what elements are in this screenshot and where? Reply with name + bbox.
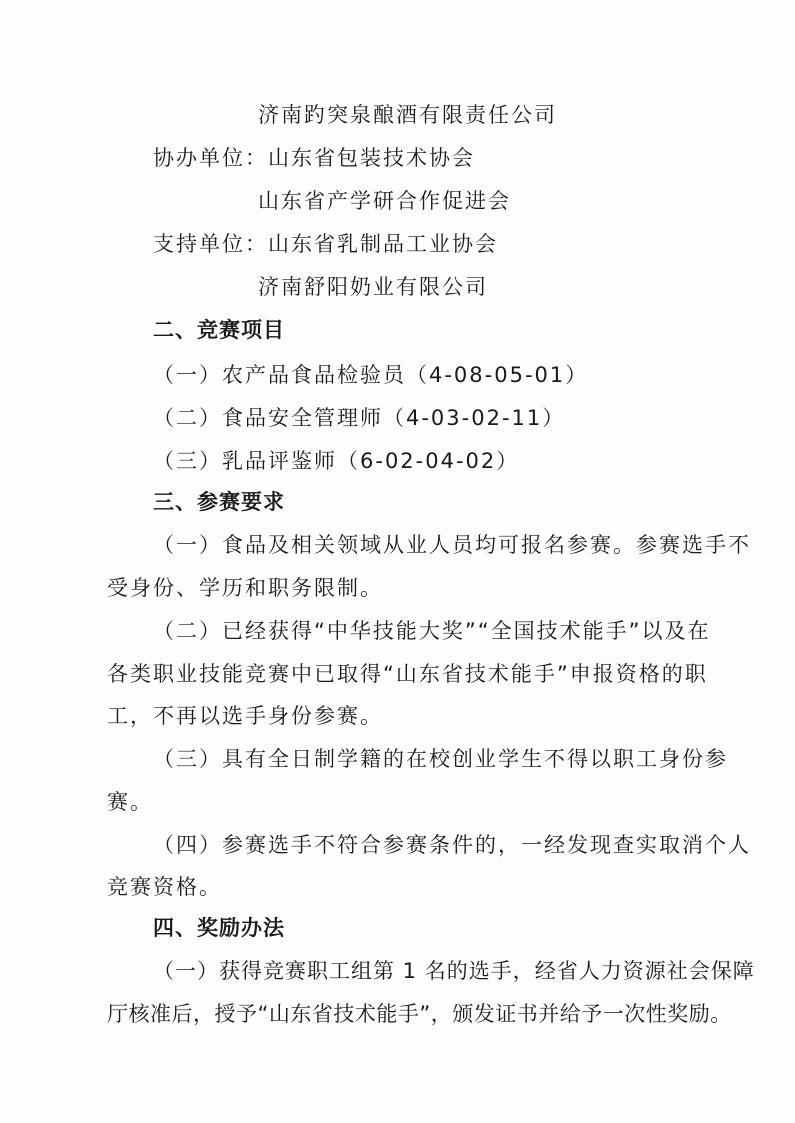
competition-item-2: （二）食品安全管理师（4-03-02-11） <box>153 406 566 430</box>
req-3-line-1: （三）具有全日制学籍的在校创业学生不得以职工身份参 <box>153 747 728 771</box>
section-3-heading: 三、参赛要求 <box>153 490 285 514</box>
competition-item-1: （一）农产品食品检验员（4-08-05-01） <box>153 363 589 387</box>
supporter-label: 支持单位： <box>153 232 268 256</box>
co-organizer-label: 协办单位： <box>153 146 268 170</box>
reward-1-line-2: 厅核准后，授予“山东省技术能手”，颁发证书并给予一次性奖励。 <box>107 1002 732 1026</box>
co-organizer-1: 山东省包装技术协会 <box>268 146 475 170</box>
req-4-line-1: （四）参赛选手不符合参赛条件的，一经发现查实取消个人 <box>153 833 751 857</box>
req-1-line-1: （一）食品及相关领域从业人员均可报名参赛。参赛选手不 <box>153 533 751 557</box>
co-organizer-2: 山东省产学研合作促进会 <box>258 189 511 213</box>
competition-item-3: （三）乳品评鉴师（6-02-04-02） <box>153 449 520 473</box>
section-4-heading: 四、奖励办法 <box>153 916 285 940</box>
co-organizer-row <box>153 143 475 173</box>
supporter-row <box>153 229 498 259</box>
section-2-heading: 二、竞赛项目 <box>153 318 285 342</box>
req-2-line-2: 各类职业技能竞赛中已取得“山东省技术能手”申报资格的职 <box>107 662 708 686</box>
reward-1-line-1: （一）获得竞赛职工组第 1 名的选手，经省人力资源社会保障 <box>153 959 755 983</box>
host-org-continued: 济南趵突泉酿酒有限责任公司 <box>258 103 557 127</box>
req-2-line-3: 工，不再以选手身份参赛。 <box>107 704 383 728</box>
req-2-line-1: （二）已经获得“中华技能大奖”“全国技术能手”以及在 <box>153 619 711 643</box>
req-3-line-2: 赛。 <box>107 790 153 814</box>
req-4-line-2: 竞赛资格。 <box>107 875 222 899</box>
supporter-2: 济南舒阳奶业有限公司 <box>258 275 488 299</box>
supporter-1: 山东省乳制品工业协会 <box>268 232 498 256</box>
req-1-line-2: 受身份、学历和职务限制。 <box>107 576 383 600</box>
